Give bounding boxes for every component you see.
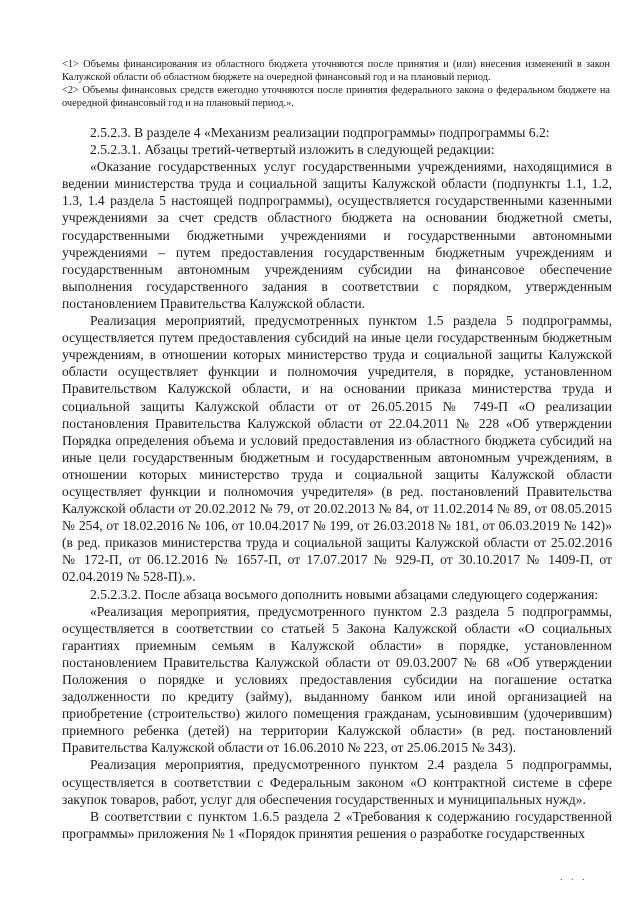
paragraph: «Оказание государственных услуг государственными учреждениями, находящимися в ведении министерства труда и социальной защиты Калужской области (подпункты 1.1, 1.2, 1.3, 1.4 раздела 5 настоящей подпрограммы), осуществляется государственными казенными учреждениями за счет средств областного бюджета на основании бюджетной сметы, государственными бюджетными учреждениями и государственными автономными учреждениями – путем предоставления государственным бюджетным учреждениям и государственным автономным учреждениям субсидии на финансовое обеспечение выполнения государственного задания в соответствии с порядком, утвержденным постановлением Правительства Калужской области. xyxy=(62,159,612,311)
paragraph: Реализация мероприятий, предусмотренных пунктом 1.5 раздела 5 подпрограммы, осуществляется путем предоставления субсидий на иные цели государственным бюджетным учреждениям, в отношении которых министерство труда и социальной защиты Калужской области осуществляет функции и полномочия учредителя, в порядке, установленном Правительством Калужской области, и на основании приказа министерства труда и социальной защиты Калужской области от от 26.05.2015 № 749-П «О реализации постановления Правительства Калужской области от 22.04.2011 № 228 «Об утверждении Порядка определения объема и условий предоставления из областного бюджета субсидий на иные цели государственным бюджетным и государственным автономным учреждениям, в отношении которых министерство труда и социальной защиты Калужской области осуществляет функции и полномочия учредителя» (в ред. постановлений Правительства Калужской области от 20.02.2012 № 79, от 20.02.2013 № 84, от 11.02.2014 № 89, от 08.05.2015 № 254, от 18.02.2016 № 106, от 10.04.2017 № 199, от 26.03.2018 № 181, от 06.03.2019 № 142)» (в ред. приказов министерства труда и социальной защиты Калужской области от 25.02.2016 № 172-П, от 06.12.2016 № 1657-П, от 17.07.2017 № 929-П, от 30.10.2017 № 1409-П, от 02.04.2019 № 528-П).». xyxy=(62,313,612,585)
paragraph: Реализация мероприятия, предусмотренного пунктом 2.4 раздела 5 подпрограммы, осуществляется в соответствии с Федеральным законом «О контрактной системе в сфере закупок товаров, работ, услуг для обеспечения государственных и муниципальных нужд». xyxy=(62,757,612,807)
subsection-heading: 2.5.2.3.2. После абзаца восьмого дополнить новыми абзацами следующего содержания: xyxy=(90,586,599,602)
subsection-heading: 2.5.2.3.1. Абзацы третий-четвертый изложить в следующей редакции: xyxy=(90,142,495,158)
footnote-2: <2> Объемы финансовых средств ежегодно уточняются после принятия федерального закона о федеральном бюджете на очередной финансовый год и на плановый период.». xyxy=(62,85,610,110)
document-body xyxy=(62,124,612,842)
footnote-1: <1> Объемы финансирования из областного бюджета уточняются после принятия и (или) внесения изменений в закон Калужской области об областном бюджете на очередной финансовый год и на плановый период. xyxy=(62,59,610,84)
paragraph: В соответствии с пунктом 1.6.5 раздела 2 «Требования к содержанию государственной программы» приложения № 1 «Порядок принятия решения о разработке государственных xyxy=(62,808,612,841)
page-mark: . . . xyxy=(560,872,588,883)
section-heading: 2.5.2.3. В разделе 4 «Механизм реализации подпрограммы» подпрограммы 6.2: xyxy=(90,125,550,140)
paragraph: «Реализация мероприятия, предусмотренного пунктом 2.3 раздела 5 подпрограммы, осуществляется в соответствии со статьей 5 Закона Калужской области «О социальных гарантиях приемным семьям в Калужской области» в порядке, установленном постановлением Правительства Калужской области от 09.03.2007 № 68 «Об утверждении Положения о порядке и условиях предоставления субсидии на погашение остатка задолженности по кредиту (займу), выданному банком или иной организацией на приобретение (строительство) жилого помещения гражданам, усыновившим (удочерившим) приемного ребенка (детей) на территории Калужской области» (в ред. постановлений Правительства Калужской области от 16.06.2010 № 223, от 25.06.2015 № 343). xyxy=(62,603,612,756)
